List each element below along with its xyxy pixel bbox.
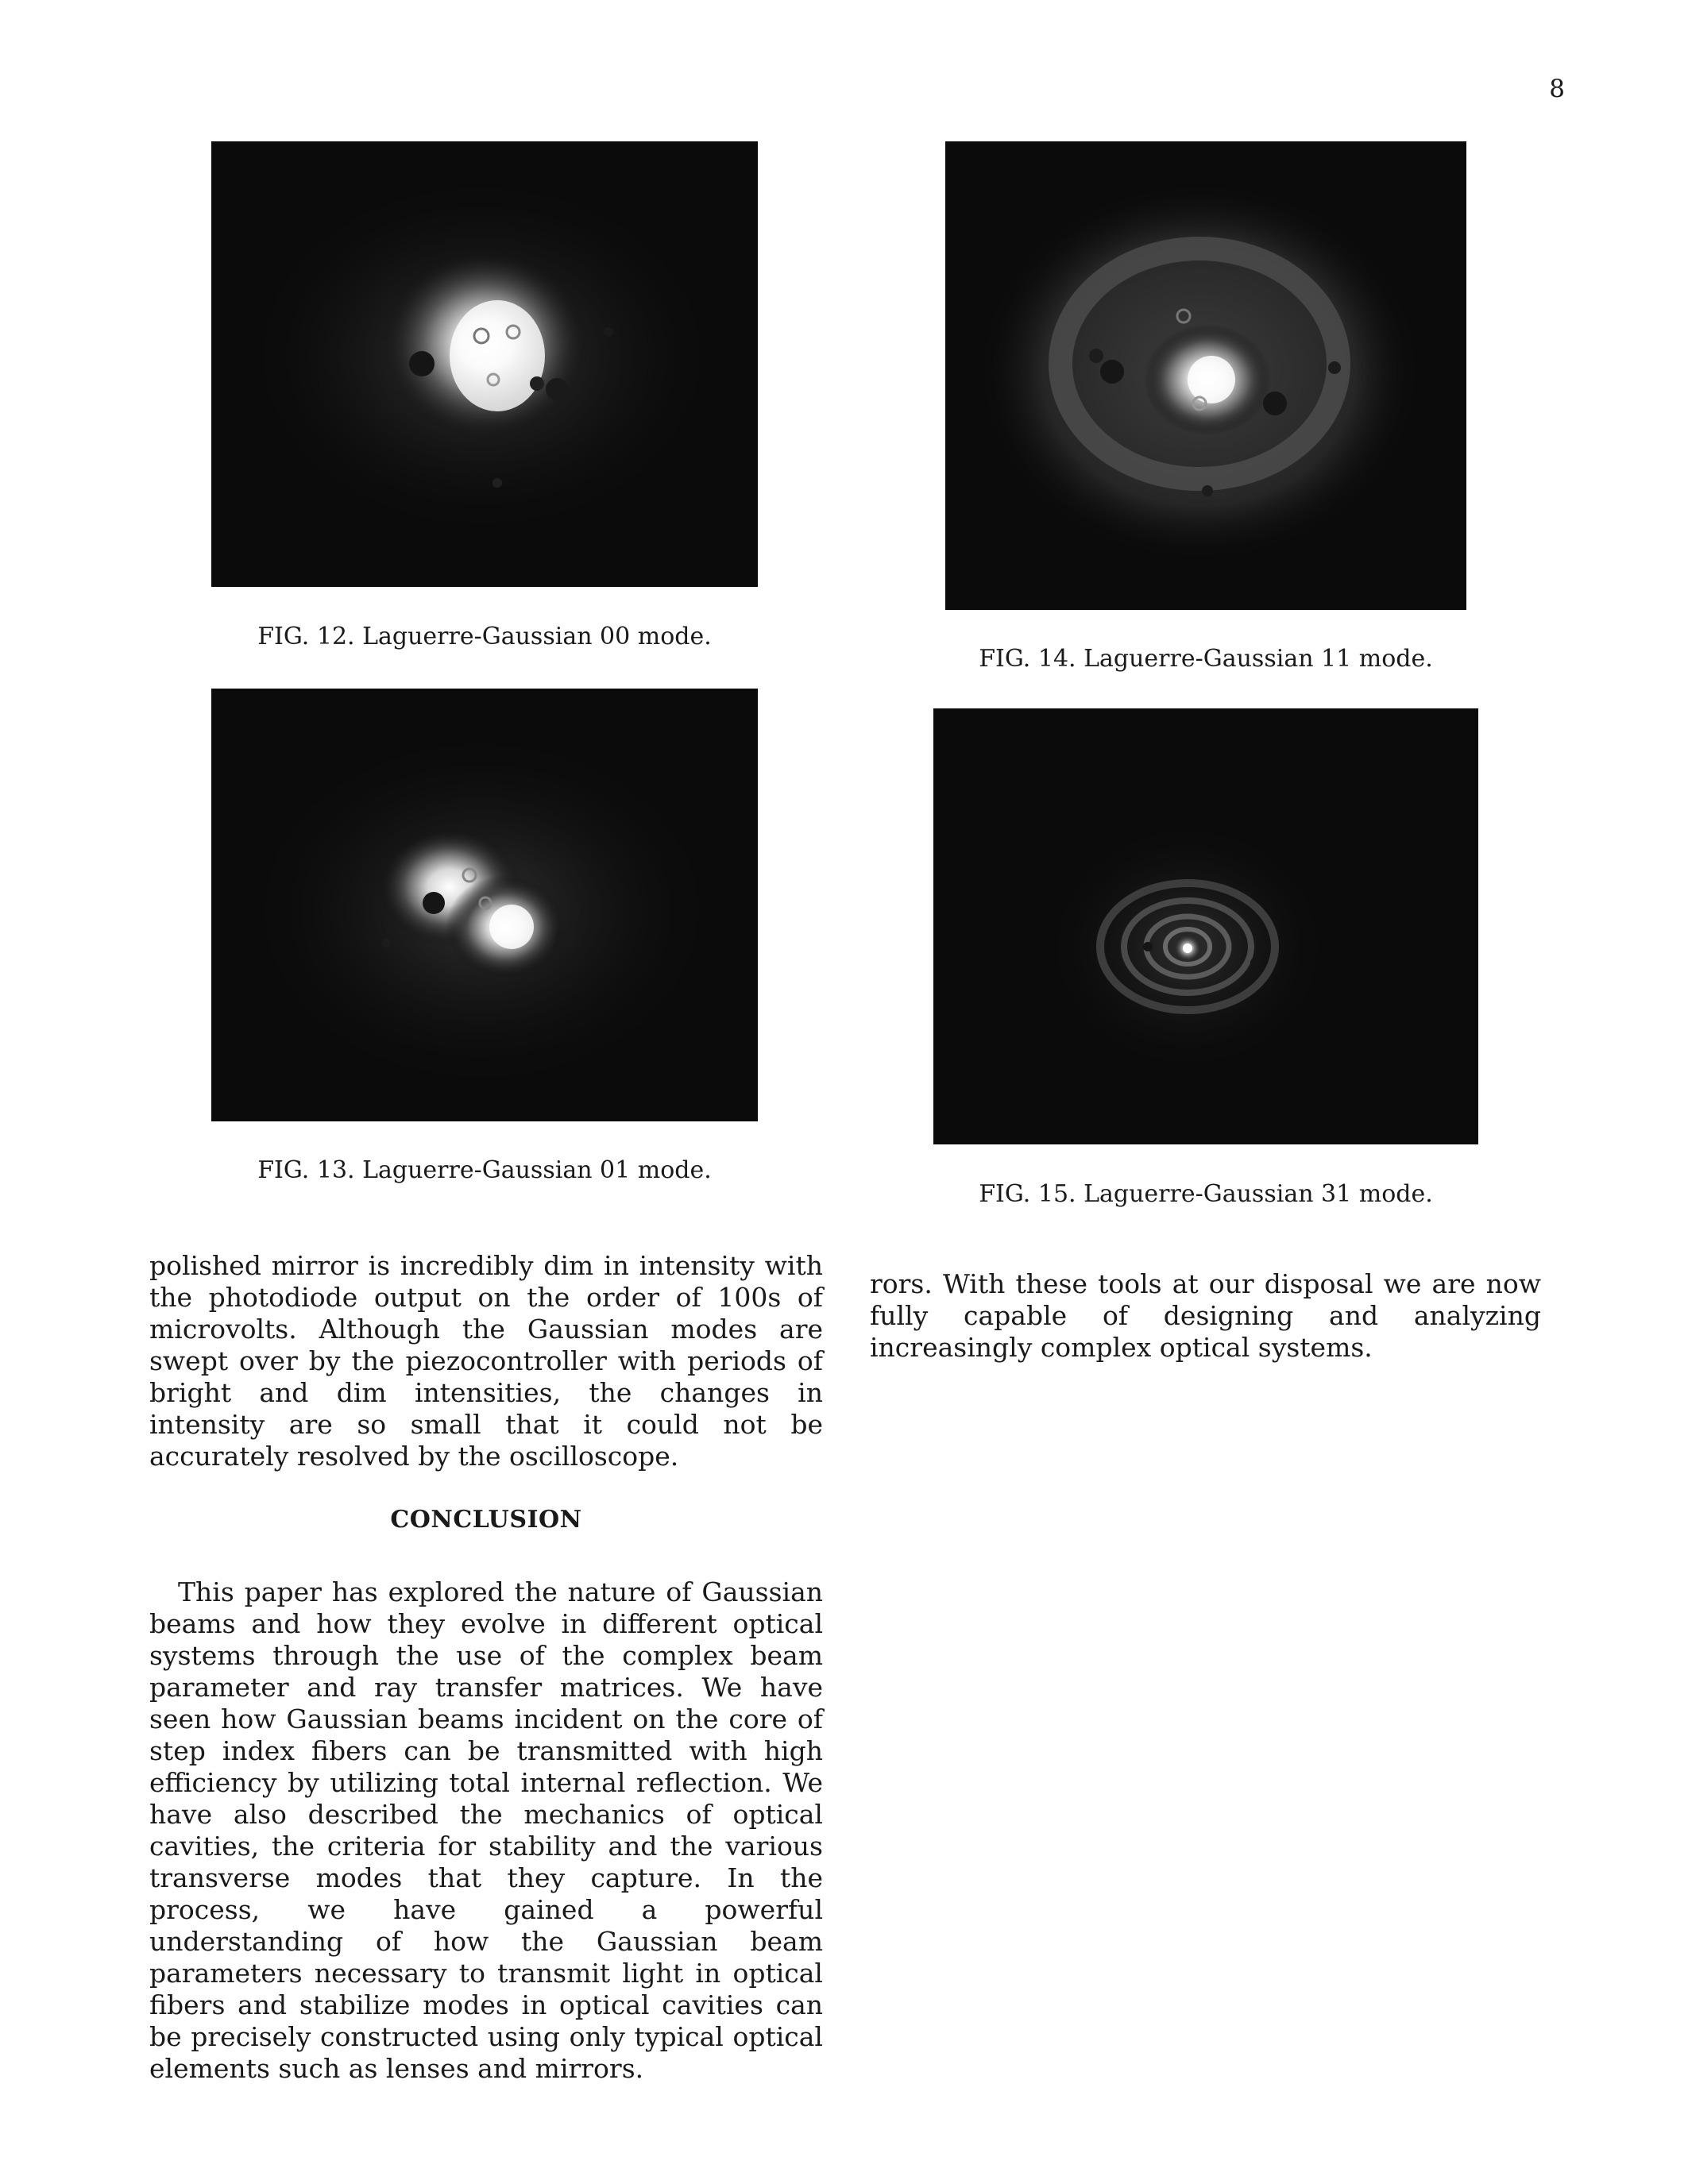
figure-13-image <box>211 689 758 1121</box>
conclusion-paragraph: This paper has explored the nature of Gaussian beams and how they evolve in different optical systems through the use of the complex beam parameter and ray transfer matrices. We have seen how Gaussian beams incident on the core of step index fibers can be transmitted with high efficiency by utilizing total internal reflection. We have also described the mechanics of optical cavities, the criteria for stability and the various transverse modes that they capture. In the process, we have gained a powerful understanding of how the Gaussian beam parameters necessary to transmit light in optical fibers and stabilize modes in optical cavities can be precisely constructed using only typical optical elements such as lenses and mirrors. <box>149 1576 823 2084</box>
figure-14-image <box>945 141 1466 610</box>
left-column-continued-text <box>149 1250 823 1472</box>
figure-12-image <box>211 141 758 587</box>
right-column-paragraph: rors. With these tools at our disposal we are now fully capable of designing and analyzing increasingly complex optical systems. <box>870 1268 1541 1363</box>
continued-paragraph: polished mirror is incredibly dim in intensity with the photodiode output on the order of 100s of microvolts. Although the Gaussian modes are swept over by the piezocontroller with periods of bright and dim intensities, the changes in intensity are so small that it could not be accurately resolved by the oscilloscope. <box>149 1250 823 1472</box>
figure-15-image <box>933 708 1478 1144</box>
figure-13-caption: FIG. 13. Laguerre-Gaussian 01 mode. <box>257 1156 712 1184</box>
page-number: 8 <box>1549 75 1565 103</box>
conclusion-heading: CONCLUSION <box>390 1506 582 1534</box>
figure-12-caption: FIG. 12. Laguerre-Gaussian 00 mode. <box>257 623 712 650</box>
figure-14-caption: FIG. 14. Laguerre-Gaussian 11 mode. <box>979 645 1433 673</box>
figure-15-caption: FIG. 15. Laguerre-Gaussian 31 mode. <box>979 1180 1433 1208</box>
right-column-text <box>870 1268 1541 1364</box>
left-column-conclusion-text <box>149 1576 823 2085</box>
